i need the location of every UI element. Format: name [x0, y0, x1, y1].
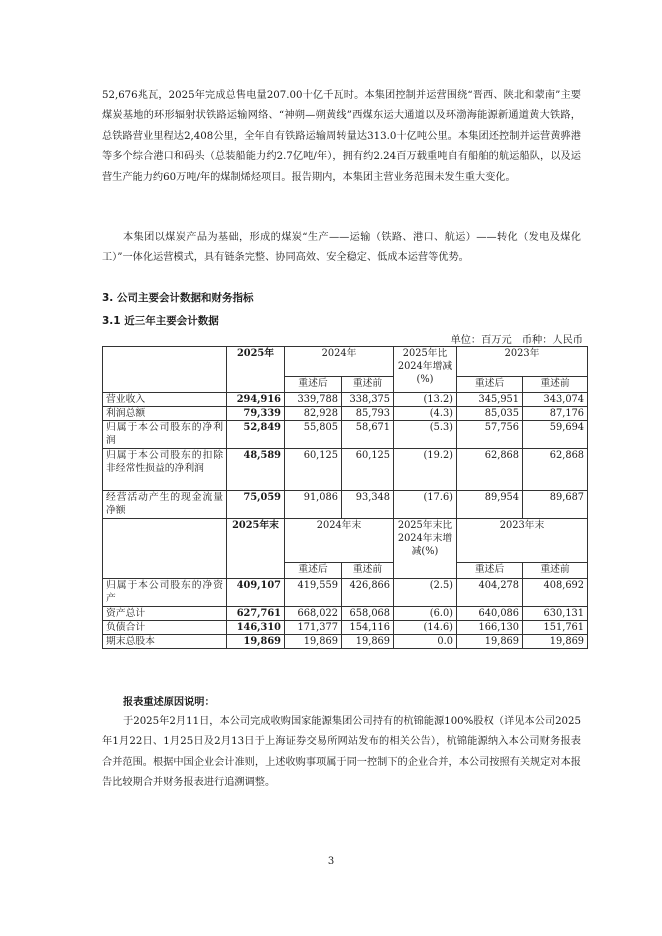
cell-2025: 19,869 — [227, 635, 285, 649]
cell-2023-before: 151,761 — [523, 621, 588, 635]
cell-change: (13.2) — [394, 393, 457, 407]
cell-2024-after: 339,788 — [285, 393, 342, 407]
cell-2023-after: 640,086 — [457, 607, 523, 621]
cell-2024-before: 19,869 — [342, 635, 394, 649]
cell-change: (14.6) — [394, 621, 457, 635]
row-label: 负债合计 — [103, 621, 227, 635]
cell-2025: 294,916 — [227, 393, 285, 407]
sub-2024-restated-after: 重述后 — [285, 377, 342, 393]
cell-2024-before: 426,866 — [342, 579, 394, 607]
cell-2024-after: 60,125 — [285, 449, 342, 491]
cell-2023-before: 408,692 — [523, 579, 588, 607]
row-label: 归属于本公司股东的净利润 — [103, 421, 227, 449]
sub-2023-restated-before: 重述前 — [523, 377, 588, 393]
header-2023-end: 2023年末 — [457, 519, 588, 563]
cell-2024-after: 668,022 — [285, 607, 342, 621]
cell-2025: 409,107 — [227, 579, 285, 607]
row-label: 利润总额 — [103, 407, 227, 421]
cell-2024-before: 658,068 — [342, 607, 394, 621]
table-row — [103, 635, 588, 649]
cell-2024-after: 419,559 — [285, 579, 342, 607]
section-3-heading: 3. 公司主要会计数据和财务指标 — [102, 292, 254, 304]
table-row — [103, 491, 588, 519]
cell-2024-after: 82,928 — [285, 407, 342, 421]
restatement-note-heading: 报表重述原因说明： — [123, 696, 215, 708]
cell-2023-before: 630,131 — [523, 607, 588, 621]
cell-2023-before: 87,176 — [523, 407, 588, 421]
cell-2024-before: 58,671 — [342, 421, 394, 449]
cell-change: (2.5) — [394, 579, 457, 607]
cell-2023-before: 62,868 — [523, 449, 588, 491]
cell-change: (6.0) — [394, 607, 457, 621]
table-row — [103, 607, 588, 621]
sub-2024-restated-before: 重述前 — [342, 377, 394, 393]
table-row — [103, 449, 588, 491]
header-blank-cell — [103, 519, 227, 579]
cell-2024-before: 85,793 — [342, 407, 394, 421]
cell-2023-after: 62,868 — [457, 449, 523, 491]
cell-2023-before: 19,869 — [523, 635, 588, 649]
table-row — [103, 407, 588, 421]
sub-2023-restated-before: 重述前 — [523, 563, 588, 579]
cell-2024-after: 55,805 — [285, 421, 342, 449]
header-change: 2025年比2024年增减(%) — [394, 347, 457, 393]
cell-2025: 146,310 — [227, 621, 285, 635]
table-row — [103, 421, 588, 449]
cell-change: (17.6) — [394, 491, 457, 519]
table-row — [103, 393, 588, 407]
cell-2025: 52,849 — [227, 421, 285, 449]
header-2023: 2023年 — [457, 347, 588, 377]
row-label: 归属于本公司股东的净资产 — [103, 579, 227, 607]
cell-2023-after: 85,035 — [457, 407, 523, 421]
cell-2024-after: 91,086 — [285, 491, 342, 519]
cell-2023-before: 89,687 — [523, 491, 588, 519]
header-2024-end: 2024年末 — [285, 519, 394, 563]
sub-2023-restated-after: 重述后 — [457, 377, 523, 393]
cell-2023-before: 343,074 — [523, 393, 588, 407]
cell-2023-after: 404,278 — [457, 579, 523, 607]
row-label: 资产总计 — [103, 607, 227, 621]
cell-2023-after: 19,869 — [457, 635, 523, 649]
cell-2024-before: 93,348 — [342, 491, 394, 519]
cell-change: (5.3) — [394, 421, 457, 449]
header-change-end: 2025年末比2024年末增减(%) — [394, 519, 457, 579]
cell-change: (4.3) — [394, 407, 457, 421]
row-label: 期末总股本 — [103, 635, 227, 649]
unit-currency-line: 单位：百万元 币种：人民币 — [450, 335, 583, 346]
row-label: 营业收入 — [103, 393, 227, 407]
cell-2025: 75,059 — [227, 491, 285, 519]
table-header-row — [103, 519, 588, 563]
table-row — [103, 621, 588, 635]
restatement-note-paragraph: 于2025年2月11日，本公司完成收购国家能源集团公司持有的杭锦能源100%股权（详见本公司2025年1月22日、1月25日及2月13日于上海证券交易所网站发布的相关公告），杭锦能源纳入本公司财务报表合并范围。根据中国企业会计准则，上述收购事项属于同一控制下的企业合并，本公司按照有关规定对本报告比较期合并财务报表进行追溯调整。 — [102, 716, 581, 789]
cell-2023-after: 345,951 — [457, 393, 523, 407]
header-2025-end: 2025年末 — [227, 519, 285, 579]
cell-2024-after: 19,869 — [285, 635, 342, 649]
cell-2024-before: 154,116 — [342, 621, 394, 635]
cell-2023-after: 57,756 — [457, 421, 523, 449]
sub-2023-restated-after: 重述后 — [457, 563, 523, 579]
table-row — [103, 579, 588, 607]
page-number: 3 — [327, 856, 335, 867]
sub-2024-restated-after: 重述后 — [285, 563, 342, 579]
cell-2023-after: 89,954 — [457, 491, 523, 519]
cell-2023-after: 166,130 — [457, 621, 523, 635]
section-3-1-heading: 3.1 近三年主要会计数据 — [102, 315, 219, 327]
row-label: 归属于本公司股东的扣除非经常性损益的净利润 — [103, 449, 227, 491]
cell-2024-before: 60,125 — [342, 449, 394, 491]
cell-2024-after: 171,377 — [285, 621, 342, 635]
sub-2024-restated-before: 重述前 — [342, 563, 394, 579]
financial-data-table — [102, 346, 588, 649]
business-overview-paragraph: 52,676兆瓦，2025年完成总售电量207.00十亿千瓦时。本集团控制并运营围绕“晋西、陕北和蒙南”主要煤炭基地的环形辐射状铁路运输网络、“神朔—朔黄线”西煤东运大通道以及环渤海能源新通道黄大铁路，总铁路营业里程达2,408公里，全年自有铁路运输周转量达313.0十亿吨公里。本集团还控制并运营黄骅港等多个综合港口和码头（总装船能力约2.7亿吨/年），拥有约2.24百万载重吨自有船舶的航运船队，以及运营生产能力约60万吨/年的煤制烯烃项目。报告期内，本集团主营业务范围未发生重大变化。 — [102, 90, 581, 183]
cell-2024-before: 338,375 — [342, 393, 394, 407]
cell-2023-before: 59,694 — [523, 421, 588, 449]
cell-change: 0.0 — [394, 635, 457, 649]
operating-model-paragraph: 本集团以煤炭产品为基础，形成的煤炭“生产——运输（铁路、港口、航运）——转化（发电及煤化工）”一体化运营模式，具有链条完整、协同高效、安全稳定、低成本运营等优势。 — [102, 232, 581, 264]
header-blank-cell — [103, 347, 227, 393]
cell-2025: 48,589 — [227, 449, 285, 491]
cell-2025: 79,339 — [227, 407, 285, 421]
table-header-row — [103, 347, 588, 377]
header-2025: 2025年 — [227, 347, 285, 393]
row-label: 经营活动产生的现金流量净额 — [103, 491, 227, 519]
cell-2025: 627,761 — [227, 607, 285, 621]
cell-change: (19.2) — [394, 449, 457, 491]
header-2024: 2024年 — [285, 347, 394, 377]
